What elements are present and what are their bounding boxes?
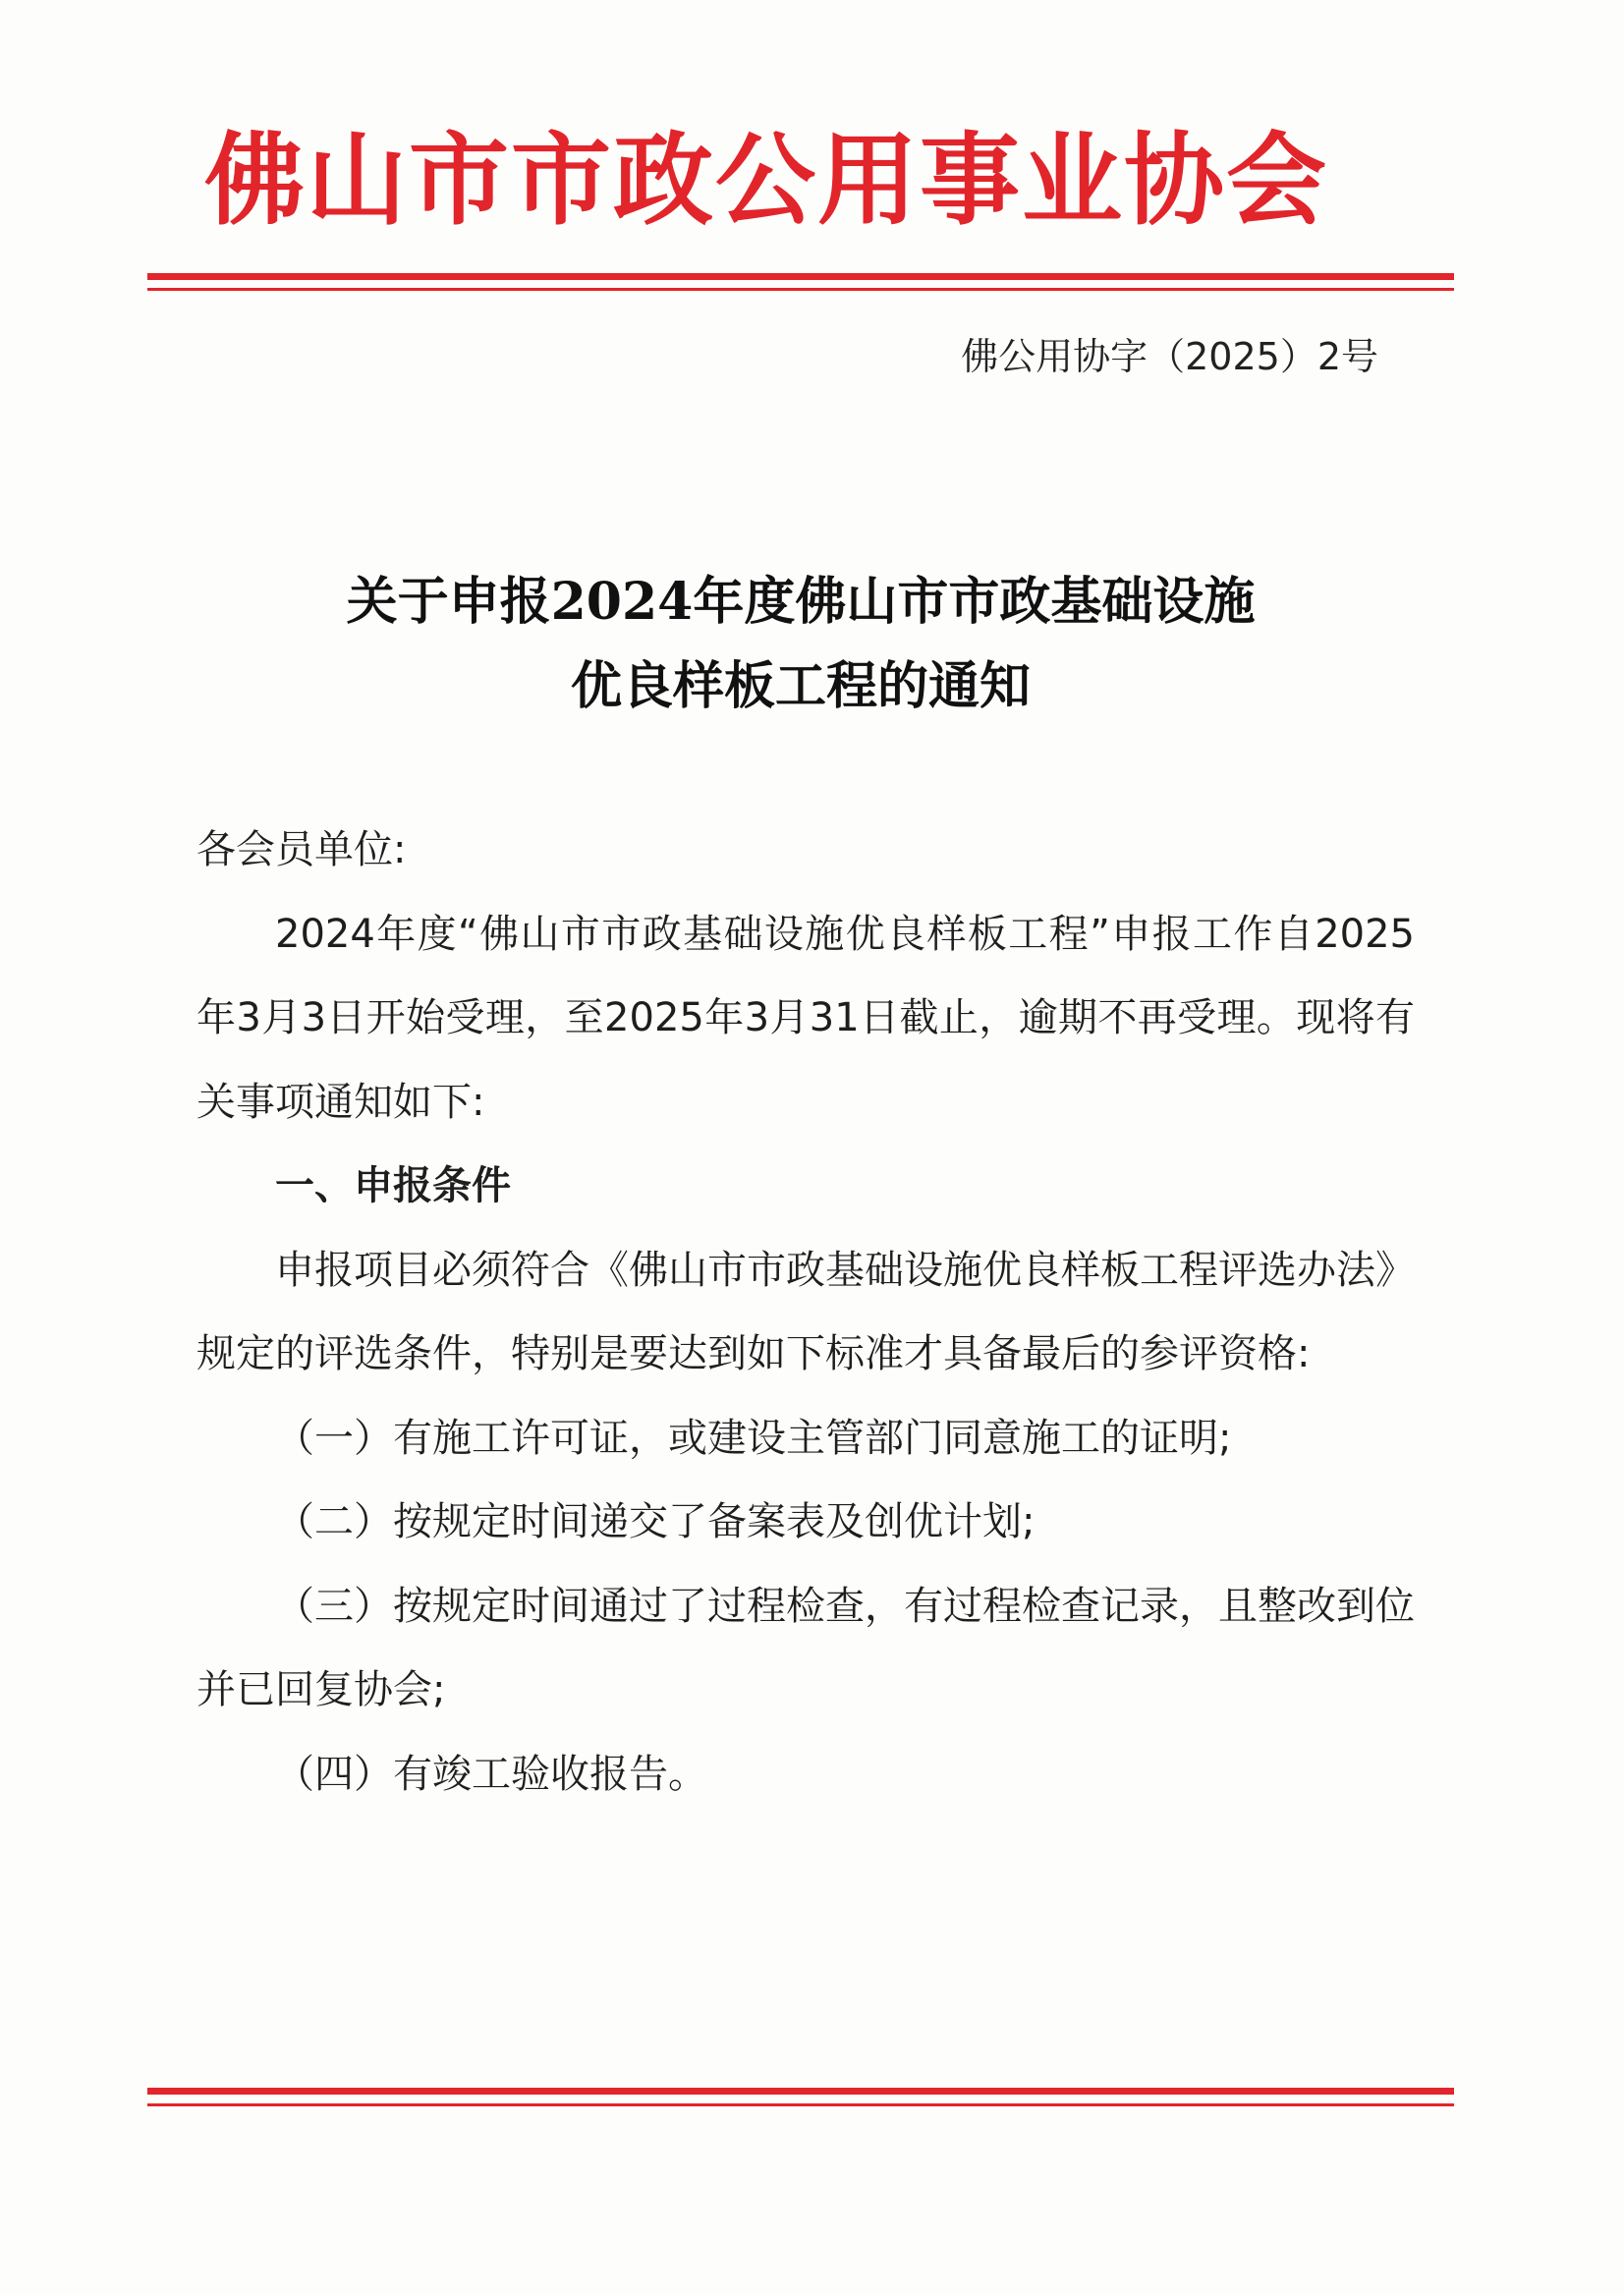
document-title: [147, 560, 1454, 729]
title-line-2: 优良样板工程的通知: [570, 656, 1031, 716]
document-body: [196, 809, 1415, 1817]
section-heading-1: 一、申报条件: [275, 1163, 511, 1208]
footer-red-rule-thin: [147, 2103, 1454, 2106]
intro-paragraph: 2024年度“佛山市市政基础设施优良样板工程”申报工作自2025年3月3日开始受理，至2025年3月31日截止，逾期不再受理。现将有关事项通知如下:: [196, 911, 1415, 1125]
organization-name-header: 佛山市市政公用事业协会: [204, 122, 1328, 240]
condition-item-4: （四）有竣工验收报告。: [275, 1751, 707, 1797]
condition-item-3: （三）按规定时间通过了过程检查，有过程检查记录，且整改到位并已回复协会;: [196, 1583, 1415, 1712]
title-line-1: 关于申报2024年度佛山市市政基础设施: [346, 572, 1256, 632]
footer-red-rule-thick: [147, 2088, 1454, 2095]
condition-item-2: （二）按规定时间递交了备案表及创优计划;: [275, 1499, 1036, 1544]
section-1-paragraph: 申报项目必须符合《佛山市市政基础设施优良样板工程评选办法》规定的评选条件，特别是要达到如下标准才具备最后的参评资格:: [196, 1247, 1415, 1376]
salutation: 各会员单位:: [196, 827, 407, 872]
header-red-rule-thin: [147, 288, 1454, 291]
condition-item-1: （一）有施工许可证，或建设主管部门同意施工的证明;: [275, 1415, 1232, 1461]
document-number: 佛公用协字（2025）2号: [961, 335, 1378, 378]
header-red-rule-thick: [147, 273, 1454, 280]
